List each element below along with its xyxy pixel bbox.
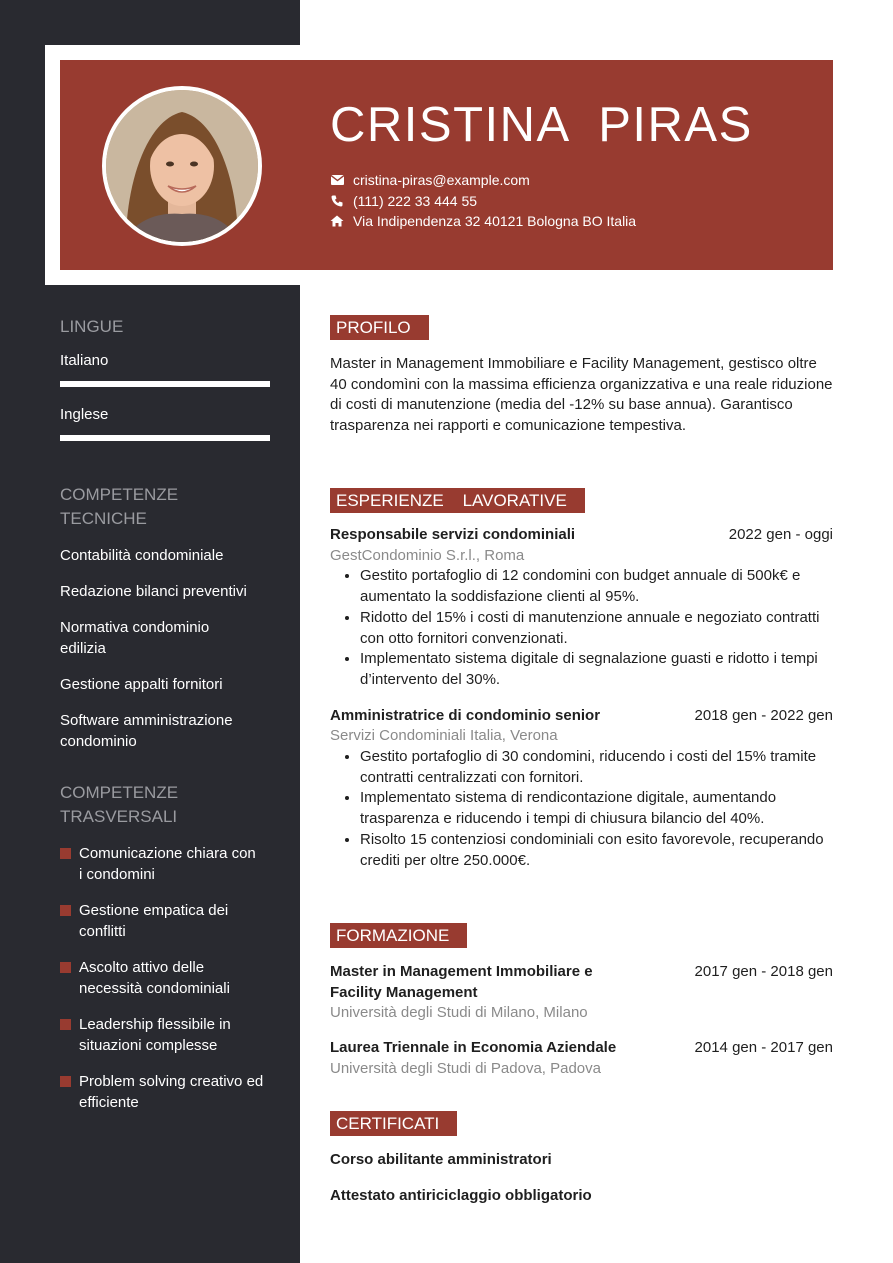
candidate-name: CRISTINA PIRAS <box>330 98 753 152</box>
language-name: Italiano <box>60 352 109 369</box>
education-header <box>330 1038 833 1059</box>
profile-photo <box>102 86 262 246</box>
contact-phone <box>330 191 636 212</box>
tech-skill: Contabilità condominiale <box>60 547 224 564</box>
job-bullet: • Ridotto del 15% i costi di manutenzione annuale e negoziato contratti con otto fornitori convenzionati. <box>360 608 833 649</box>
contact-email <box>330 170 636 191</box>
education-entry <box>330 1038 833 1079</box>
language-name: Inglese <box>60 406 109 423</box>
bullet-square-icon <box>60 848 71 859</box>
phone-icon <box>330 194 344 208</box>
job-organization: Servizi Condominiali Italia, Verona <box>330 727 558 745</box>
job-bullet: • Gestito portafoglio di 12 condomini con budget annuale di 500k€ e aumentato la soddisfazione clienti al 95%. <box>360 566 833 607</box>
tech-skills-title <box>60 483 272 531</box>
soft-skills-title-line: COMPETENZE <box>60 783 179 802</box>
certificates-title: CERTIFICATI <box>330 1111 457 1136</box>
address-text: Via Indipendenza 32 40121 Bologna BO Italia <box>353 213 637 230</box>
soft-skills-title-line: TRASVERSALI <box>60 807 178 826</box>
language-item <box>60 351 272 387</box>
bullet-square-icon <box>60 905 71 916</box>
job-dates: 2022 gen - oggi <box>728 526 833 543</box>
bullet-square-icon <box>60 1019 71 1030</box>
education-school: Università degli Studi di Milano, Milano <box>330 1004 588 1022</box>
job-organization: GestCondominio S.r.l., Roma <box>330 546 525 564</box>
soft-skills-title <box>60 781 272 829</box>
soft-skills-list <box>60 843 272 1113</box>
job-header <box>330 525 833 546</box>
tech-skill: Gestione appalti fornitori <box>60 676 223 693</box>
tech-skills-title-line: TECNICHE <box>60 509 147 528</box>
education-degree: Laurea Triennale in Economia Aziendale <box>330 1039 617 1057</box>
soft-skill-label: Leadership flessibile in situazioni complesse <box>79 1016 231 1054</box>
tech-skill: Redazione bilanci preventivi <box>60 583 247 600</box>
email-text[interactable]: cristina-piras@example.com <box>353 172 530 189</box>
bullet-square-icon <box>60 1076 71 1087</box>
certificate-item: Corso abilitante amministratori <box>330 1151 552 1168</box>
soft-skill <box>60 1014 272 1056</box>
soft-skill-label: Comunicazione chiara con i condomini <box>79 845 256 883</box>
language-level-bar <box>60 435 270 441</box>
education-title: FORMAZIONE <box>330 923 467 948</box>
contact-info <box>330 170 636 232</box>
job-role: Amministratrice di condominio senior <box>330 706 601 724</box>
education-degree: Master in Management Immobiliare e Facility Management <box>330 963 593 1001</box>
education-entry <box>330 962 833 1024</box>
soft-skill <box>60 900 272 942</box>
soft-skill-label: Problem solving creativo ed efficiente <box>79 1073 264 1111</box>
tech-skills-section <box>60 483 272 752</box>
job-role: Responsabile servizi condominiali <box>330 526 576 543</box>
job-bullet: • Implementato sistema di rendicontazione digitale, aumentando trasparenza e riducendo i tempi di chiusura bilancio del 40%. <box>360 788 833 829</box>
job-bullets <box>330 566 833 690</box>
tech-skills-list <box>60 545 272 752</box>
envelope-icon <box>330 173 344 187</box>
language-level-bar <box>60 381 270 387</box>
soft-skill <box>60 957 272 999</box>
soft-skill <box>60 843 272 885</box>
soft-skill <box>60 1071 272 1113</box>
profile-section <box>330 315 833 437</box>
language-item <box>60 405 272 441</box>
soft-skill-label: Ascolto attivo delle necessità condominiali <box>79 959 230 997</box>
soft-skill-label: Gestione empatica dei conflitti <box>79 902 229 940</box>
education-school: Università degli Studi di Padova, Padova <box>330 1059 601 1077</box>
tech-skill: Software amministrazione condominio <box>60 712 233 750</box>
certificate-item: Attestato antiriciclaggio obbligatorio <box>330 1186 592 1204</box>
certificates-section <box>330 1111 833 1206</box>
education-section <box>330 923 833 1080</box>
experience-title: ESPERIENZE LAVORATIVE <box>330 488 585 513</box>
tech-skill: Normativa condominio edilizia <box>60 619 210 657</box>
job-header <box>330 706 833 727</box>
job-bullets <box>330 747 833 871</box>
job-bullet: • Gestito portafoglio di 30 condomini, riducendo i costi del 15% tramite contratti centralizzati con fornitori. <box>360 747 833 788</box>
job-entry <box>330 525 833 691</box>
languages-section <box>60 315 272 441</box>
tech-skills-title-line: COMPETENZE <box>60 485 179 504</box>
job-bullet: • Risolto 15 contenziosi condominiali con esito favorevole, recuperando crediti per oltre 250.000€. <box>360 830 833 871</box>
languages-title: LINGUE <box>60 317 124 336</box>
job-dates: 2018 gen - 2022 gen <box>694 706 833 724</box>
soft-skills-section <box>60 781 272 1113</box>
education-dates: 2017 gen - 2018 gen <box>694 963 833 980</box>
home-icon <box>330 214 344 228</box>
profile-text: Master in Management Immobiliare e Facility Management, gestisco oltre 40 condomìni con la massima efficienza organizzativa e una reale riduzione di costi di manutenzione (media del -12% su base annua). Garantisco trasparenza nei rapporti e comunicazione tempestiva. <box>330 355 833 435</box>
profile-title: PROFILO <box>330 315 429 340</box>
education-dates: 2014 gen - 2017 gen <box>694 1039 833 1057</box>
contact-address <box>330 211 636 232</box>
experience-section <box>330 488 833 871</box>
phone-text[interactable]: (111) 222 33 444 55 <box>353 192 478 209</box>
bullet-square-icon <box>60 962 71 973</box>
job-entry <box>330 706 833 872</box>
education-header <box>330 962 833 1003</box>
job-bullet: • Implementato sistema digitale di segnalazione guasti e ridotto i tempi d’intervento del 30%. <box>360 649 833 690</box>
